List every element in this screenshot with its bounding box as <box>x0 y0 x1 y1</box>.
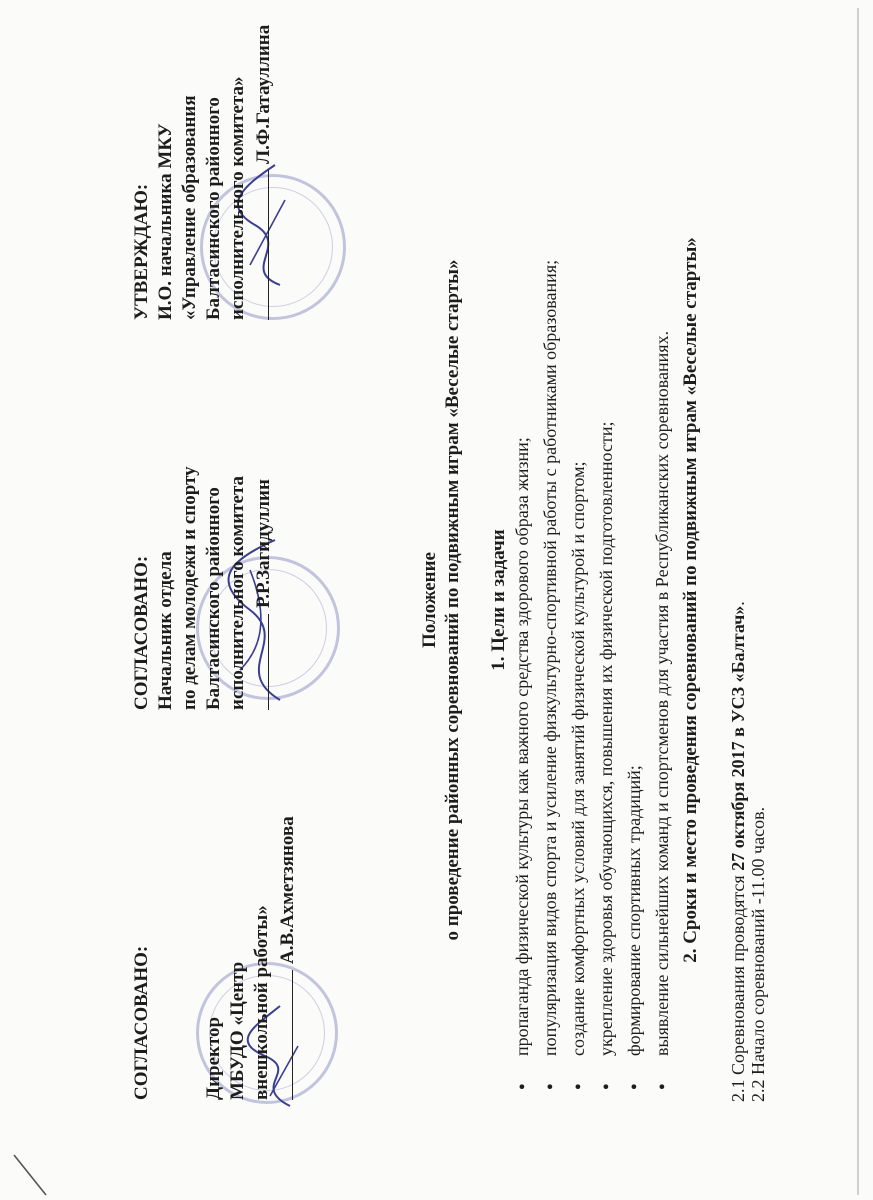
goals-list <box>508 260 676 1090</box>
approval-right-line: «Управление образования <box>179 95 200 320</box>
term-item-1-suffix: . <box>728 601 748 606</box>
approval-right <box>130 25 276 320</box>
approval-left-line: Директор <box>203 1016 224 1100</box>
document-title <box>418 0 464 1200</box>
signature-line <box>250 170 269 320</box>
document-title-sub: о проведение районных соревнований по подвижным играм «Веселые старты» <box>442 259 463 941</box>
list-item: ● укрепление здоровья обучающихся, повышения их физической подготовленности; <box>592 260 620 1090</box>
approval-right-line: Балтасинского районного <box>203 97 224 320</box>
terms-block <box>728 601 768 1102</box>
list-item: ● пропаганда физической культуры как важного средства здорового образа жизни; <box>508 260 536 1090</box>
term-item-1 <box>728 601 748 1102</box>
list-item: ● формирование спортивных традиций; <box>620 260 648 1090</box>
approval-left-line: внешкольной работы» <box>251 905 272 1100</box>
approval-middle-line: исполнительного комитета <box>227 475 248 710</box>
list-item: ● популяризация видов спорта и усиление физкультурно-спортивной работы с работниками образования; <box>536 260 564 1090</box>
approval-left-heading: СОГЛАСОВАНО: <box>131 945 152 1100</box>
approval-right-line: исполнительного комитета» <box>227 76 248 320</box>
list-item: ● выявление сильнейших команд и спортсменов для участия в Республиканских соревнованиях. <box>648 260 676 1090</box>
approval-right-line: И.О. начальника МКУ <box>155 123 176 320</box>
list-item: ● создание комфортных условий для занятий физической культурой и спортом; <box>564 260 592 1090</box>
approval-middle-line: Балтасинского районного <box>203 487 224 710</box>
approval-middle <box>130 466 276 710</box>
signature-line <box>274 970 293 1100</box>
approval-middle-line: Начальник отдела <box>155 551 176 710</box>
term-item-1-prefix: 2.1 Соревнования проводятся <box>728 870 748 1102</box>
signature-line <box>250 614 269 710</box>
approval-left <box>130 816 300 1100</box>
approval-middle-line: по делам молодежи и спорту <box>179 466 200 710</box>
term-item-1-date-place: 27 октября 2017 в УСЗ «Балтач» <box>728 605 748 871</box>
approval-left-line: МБУДО «Центр <box>227 961 248 1100</box>
approval-right-signatory: Л.Ф.Гатауллина <box>253 24 274 164</box>
document-title-main: Положение <box>419 552 440 649</box>
approval-left-signatory: А.В.Ахметзянова <box>277 816 298 964</box>
section2-heading: 2. Сроки и место проведения соревнований по подвижным играм «Веселые старты» <box>680 237 701 963</box>
section1-heading: 1. Цели и задачи <box>488 529 509 671</box>
approval-middle-signatory: Р.Р.Загидуллин <box>253 479 274 608</box>
approval-middle-heading: СОГЛАСОВАНО: <box>131 555 152 710</box>
approval-right-heading: УТВЕРЖДАЮ: <box>131 183 152 320</box>
term-item-2: 2.2 Начало соревнований -11.00 часов. <box>748 806 768 1102</box>
